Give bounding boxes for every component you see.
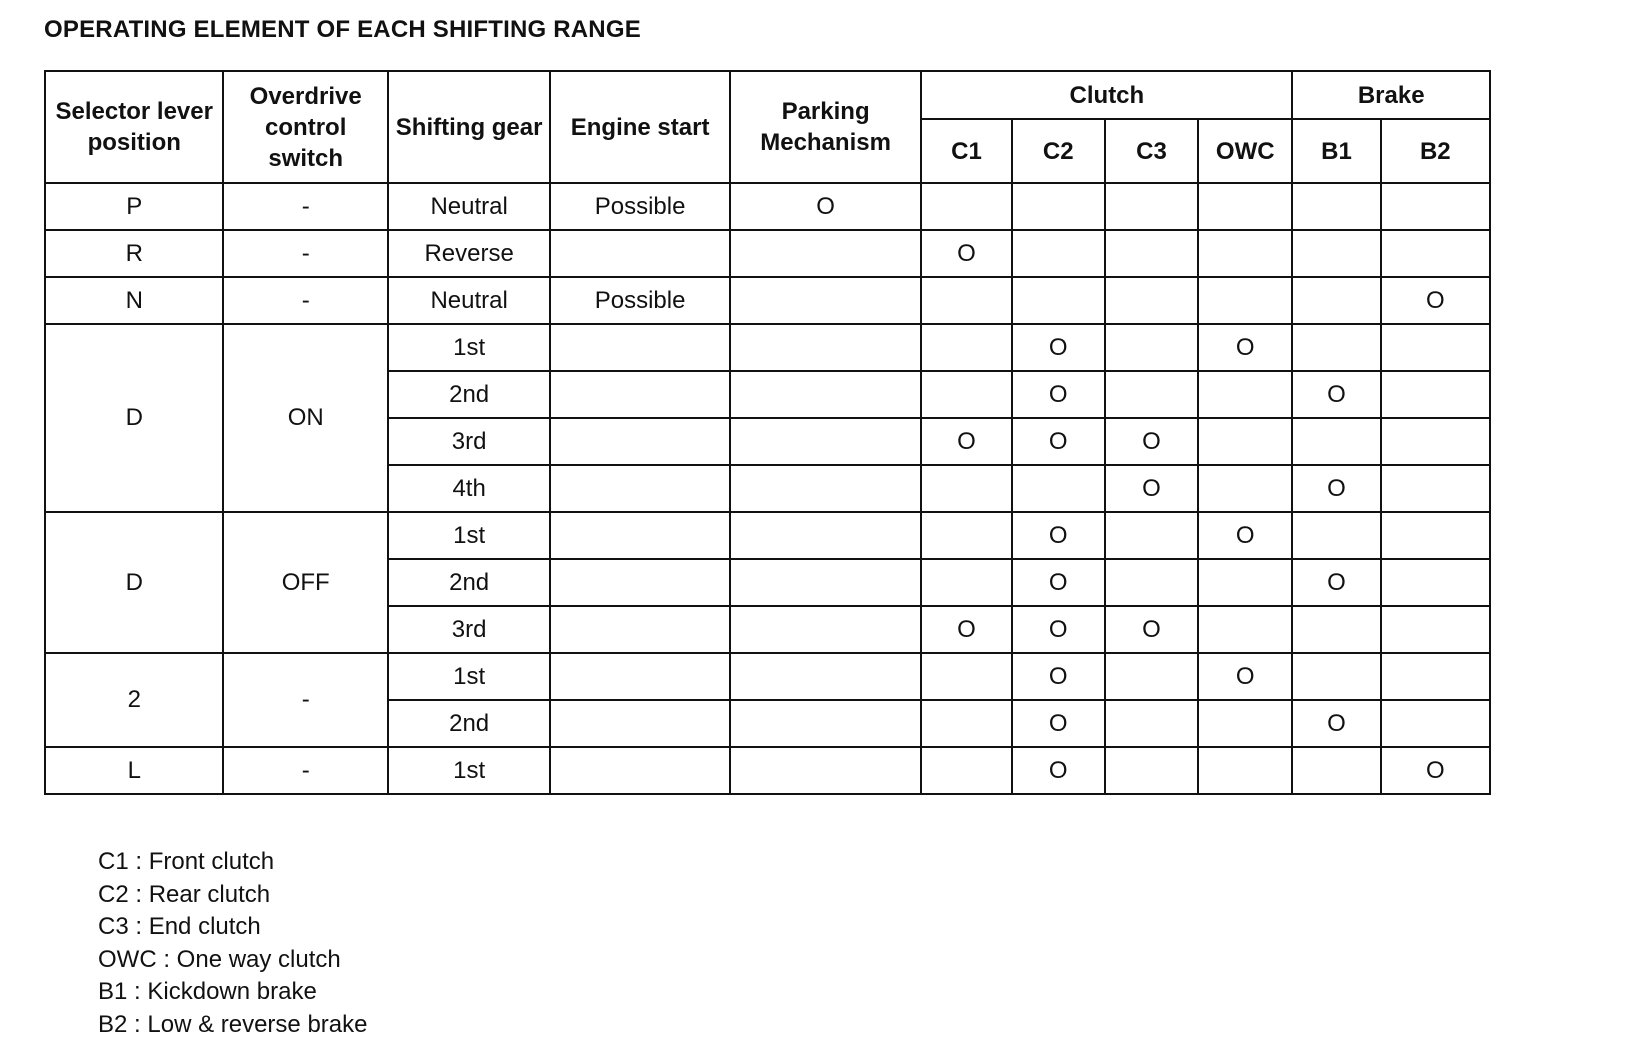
legend-item: [98, 911, 367, 944]
cell-b1: [1292, 700, 1380, 747]
cell-b2: [1381, 700, 1490, 747]
cell-b2: [1381, 465, 1490, 512]
cell-engine-start: [550, 700, 729, 747]
cell-c3: [1105, 559, 1198, 606]
cell-c2: [1012, 324, 1105, 371]
header-parking: Parking Mechanism: [730, 71, 922, 183]
cell-parking: [730, 700, 922, 747]
legend-item: [98, 846, 367, 879]
cell-gear: Reverse: [388, 230, 550, 277]
cell-selector: D: [45, 512, 223, 653]
cell-c2: [1012, 700, 1105, 747]
cell-b1: [1292, 465, 1380, 512]
cell-b1: [1292, 277, 1380, 324]
cell-c3: [1105, 465, 1198, 512]
engaged-mark: O: [1327, 568, 1346, 596]
operating-element-table: [44, 70, 1491, 795]
cell-gear: Neutral: [388, 277, 550, 324]
table-row: [45, 324, 1490, 371]
engaged-mark: O: [1327, 380, 1346, 408]
cell-parking: [730, 183, 922, 230]
cell-c2: [1012, 183, 1105, 230]
cell-c2: [1012, 606, 1105, 653]
cell-parking: [730, 230, 922, 277]
cell-gear: 1st: [388, 324, 550, 371]
cell-overdrive: ON: [223, 324, 387, 512]
legend-desc: Low & reverse brake: [147, 1010, 368, 1038]
cell-c3: [1105, 183, 1198, 230]
cell-c1: [921, 606, 1011, 653]
cell-c3: [1105, 606, 1198, 653]
cell-engine-start: [550, 653, 729, 700]
legend-sep: :: [128, 848, 149, 875]
cell-owc: [1198, 512, 1292, 559]
cell-overdrive: -: [223, 747, 387, 794]
cell-b2: [1381, 230, 1490, 277]
engaged-mark: O: [1327, 709, 1346, 737]
cell-c1: [921, 512, 1011, 559]
legend-desc: One way clutch: [176, 945, 341, 973]
cell-b1: [1292, 512, 1380, 559]
legend-item: [98, 879, 367, 912]
cell-b2: [1381, 653, 1490, 700]
table-row: [45, 183, 1490, 230]
cell-parking: [730, 747, 922, 794]
cell-engine-start: [550, 559, 729, 606]
cell-b2: [1381, 324, 1490, 371]
cell-gear: 2nd: [388, 700, 550, 747]
engaged-mark: O: [1142, 427, 1161, 455]
cell-c3: [1105, 747, 1198, 794]
header-brake: Brake: [1292, 71, 1490, 119]
engaged-mark: O: [1425, 756, 1445, 784]
cell-b1: [1292, 230, 1380, 277]
engaged-mark: O: [1048, 615, 1068, 643]
legend-desc: End clutch: [148, 913, 261, 940]
engaged-mark: O: [1048, 756, 1068, 784]
cell-engine-start: [550, 371, 729, 418]
engaged-mark: O: [1327, 474, 1346, 502]
engaged-mark: O: [957, 615, 976, 643]
cell-c3: [1105, 653, 1198, 700]
engaged-mark: O: [1048, 333, 1068, 361]
cell-b2: [1381, 277, 1490, 324]
engaged-mark: O: [1048, 568, 1068, 596]
cell-c2: [1012, 230, 1105, 277]
cell-owc: [1198, 277, 1292, 324]
cell-c2: [1012, 371, 1105, 418]
cell-c3: [1105, 418, 1198, 465]
cell-c1: [921, 653, 1011, 700]
cell-gear: 1st: [388, 747, 550, 794]
cell-b1: [1292, 747, 1380, 794]
legend-desc: Front clutch: [148, 848, 275, 875]
header-c3: C3: [1105, 119, 1198, 183]
engaged-mark: O: [1425, 286, 1445, 314]
cell-parking: [730, 653, 922, 700]
cell-gear: 3rd: [388, 418, 550, 465]
cell-engine-start: Possible: [550, 183, 729, 230]
engaged-mark: O: [1048, 380, 1068, 408]
engaged-mark: O: [1142, 615, 1161, 643]
cell-b2: [1381, 418, 1490, 465]
cell-c1: [921, 418, 1011, 465]
cell-parking: [730, 418, 922, 465]
cell-engine-start: [550, 418, 729, 465]
cell-selector: R: [45, 230, 223, 277]
cell-owc: [1198, 747, 1292, 794]
cell-owc: [1198, 230, 1292, 277]
cell-gear: 3rd: [388, 606, 550, 653]
cell-c3: [1105, 230, 1198, 277]
legend-code: B2: [98, 1010, 128, 1038]
cell-c1: [921, 371, 1011, 418]
legend-item: [98, 976, 367, 1009]
engaged-mark: O: [957, 239, 976, 267]
cell-b1: [1292, 418, 1380, 465]
cell-owc: [1198, 183, 1292, 230]
cell-parking: [730, 512, 922, 559]
cell-engine-start: [550, 465, 729, 512]
table-row: [45, 653, 1490, 700]
cell-parking: [730, 606, 922, 653]
cell-selector: P: [45, 183, 223, 230]
legend: [98, 846, 367, 1041]
cell-b2: [1381, 559, 1490, 606]
cell-owc: [1198, 700, 1292, 747]
cell-parking: [730, 465, 922, 512]
cell-b1: [1292, 606, 1380, 653]
cell-c1: [921, 700, 1011, 747]
header-c2: C2: [1012, 119, 1105, 183]
cell-c3: [1105, 512, 1198, 559]
header-b1: B1: [1292, 119, 1380, 183]
cell-owc: [1198, 324, 1292, 371]
cell-overdrive: -: [223, 183, 387, 230]
cell-c2: [1012, 465, 1105, 512]
header-owc: OWC: [1198, 119, 1292, 183]
legend-item: [98, 1009, 367, 1042]
cell-gear: Neutral: [388, 183, 550, 230]
cell-c2: [1012, 559, 1105, 606]
cell-c2: [1012, 747, 1105, 794]
cell-owc: [1198, 606, 1292, 653]
cell-overdrive: -: [223, 230, 387, 277]
legend-sep: :: [156, 945, 177, 973]
header-gear: Shifting gear: [388, 71, 550, 183]
header-clutch: Clutch: [921, 71, 1292, 119]
cell-c1: [921, 183, 1011, 230]
legend-code: C2: [98, 880, 129, 908]
engaged-mark: O: [1048, 521, 1068, 549]
cell-overdrive: OFF: [223, 512, 387, 653]
engaged-mark: O: [1235, 521, 1255, 549]
table-row: [45, 230, 1490, 277]
cell-parking: [730, 559, 922, 606]
header-engine: Engine start: [550, 71, 729, 183]
table-row: [45, 747, 1490, 794]
table-row: [45, 512, 1490, 559]
cell-b1: [1292, 183, 1380, 230]
legend-desc: Rear clutch: [148, 880, 271, 908]
cell-engine-start: [550, 606, 729, 653]
engaged-mark: O: [1235, 662, 1255, 690]
cell-gear: 1st: [388, 653, 550, 700]
cell-c2: [1012, 512, 1105, 559]
cell-selector: L: [45, 747, 223, 794]
legend-sep: :: [127, 1010, 148, 1038]
legend-sep: :: [128, 880, 149, 908]
engaged-mark: O: [1048, 709, 1068, 737]
cell-c2: [1012, 418, 1105, 465]
cell-engine-start: [550, 747, 729, 794]
header-b2: B2: [1381, 119, 1490, 183]
table-body: [45, 183, 1490, 794]
cell-c2: [1012, 277, 1105, 324]
cell-gear: 2nd: [388, 559, 550, 606]
cell-selector: D: [45, 324, 223, 512]
cell-engine-start: Possible: [550, 277, 729, 324]
legend-code: C1: [98, 848, 129, 875]
cell-gear: 2nd: [388, 371, 550, 418]
cell-selector: 2: [45, 653, 223, 747]
cell-owc: [1198, 465, 1292, 512]
cell-owc: [1198, 418, 1292, 465]
page-title: OPERATING ELEMENT OF EACH SHIFTING RANGE: [44, 16, 641, 43]
engaged-mark: O: [1048, 427, 1068, 455]
cell-c3: [1105, 371, 1198, 418]
cell-c3: [1105, 277, 1198, 324]
cell-c1: [921, 747, 1011, 794]
cell-c1: [921, 559, 1011, 606]
cell-b2: [1381, 183, 1490, 230]
cell-b1: [1292, 559, 1380, 606]
cell-c1: [921, 465, 1011, 512]
table-row: [45, 277, 1490, 324]
cell-b1: [1292, 324, 1380, 371]
legend-code: OWC: [98, 945, 157, 973]
header-overdrive: Overdrive control switch: [223, 71, 387, 183]
header-c1: C1: [921, 119, 1011, 183]
table-header: [45, 71, 1490, 183]
cell-gear: 1st: [388, 512, 550, 559]
cell-parking: [730, 277, 922, 324]
legend-item: [98, 944, 367, 977]
cell-c1: [921, 230, 1011, 277]
cell-owc: [1198, 371, 1292, 418]
cell-overdrive: -: [223, 277, 387, 324]
legend-code: C3: [98, 913, 129, 940]
cell-engine-start: [550, 230, 729, 277]
legend-sep: :: [128, 913, 149, 940]
legend-desc: Kickdown brake: [147, 978, 317, 1005]
engaged-mark: O: [1142, 474, 1161, 502]
engaged-mark: O: [1048, 662, 1068, 690]
cell-parking: [730, 371, 922, 418]
engaged-mark: O: [1235, 333, 1255, 361]
cell-c2: [1012, 653, 1105, 700]
cell-owc: [1198, 653, 1292, 700]
engaged-mark: O: [957, 427, 976, 455]
header-selector: Selector lever position: [45, 71, 223, 183]
cell-owc: [1198, 559, 1292, 606]
cell-parking: [730, 324, 922, 371]
cell-engine-start: [550, 324, 729, 371]
legend-sep: :: [127, 978, 148, 1005]
cell-b2: [1381, 606, 1490, 653]
legend-code: B1: [98, 978, 128, 1005]
cell-b1: [1292, 371, 1380, 418]
cell-b1: [1292, 653, 1380, 700]
cell-b2: [1381, 371, 1490, 418]
cell-overdrive: -: [223, 653, 387, 747]
cell-c3: [1105, 700, 1198, 747]
cell-gear: 4th: [388, 465, 550, 512]
cell-c1: [921, 277, 1011, 324]
cell-engine-start: [550, 512, 729, 559]
cell-b2: [1381, 512, 1490, 559]
engaged-mark: O: [816, 192, 835, 220]
cell-selector: N: [45, 277, 223, 324]
cell-c3: [1105, 324, 1198, 371]
cell-c1: [921, 324, 1011, 371]
cell-b2: [1381, 747, 1490, 794]
